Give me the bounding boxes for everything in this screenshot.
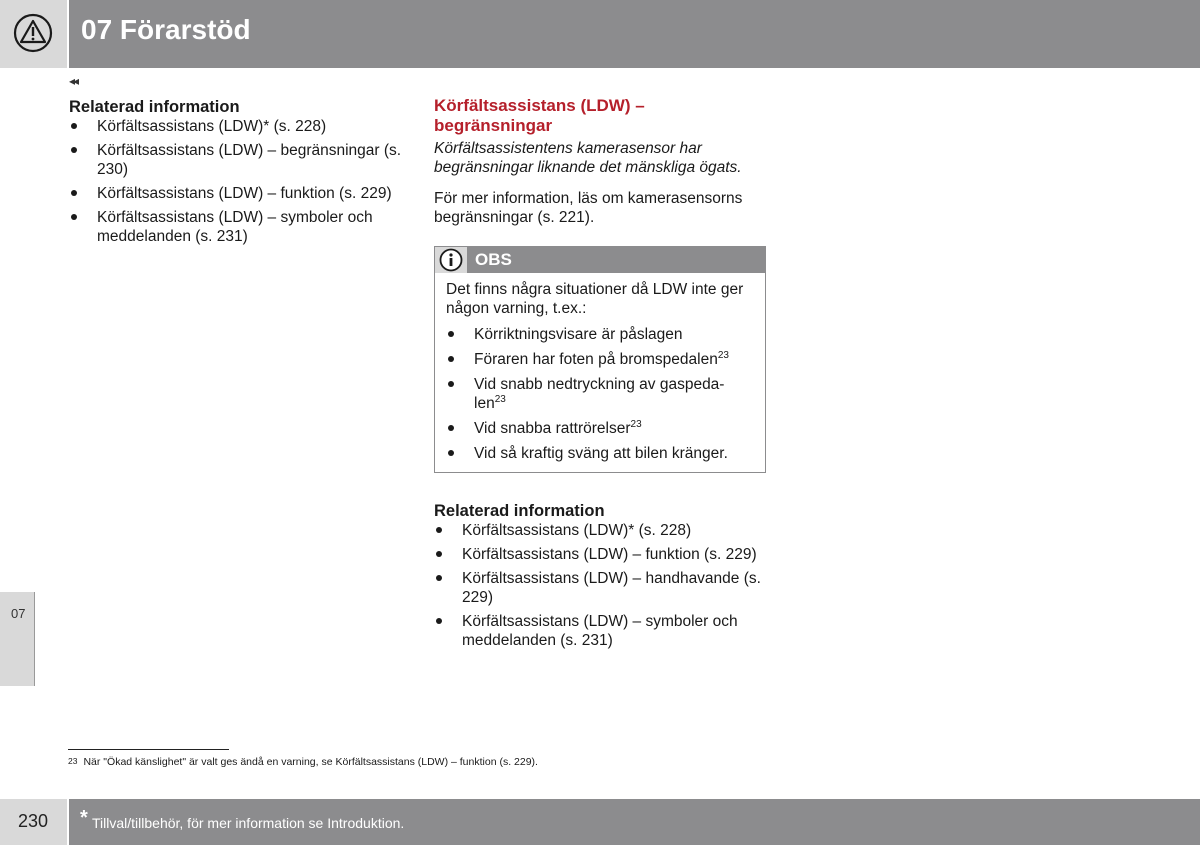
note-text: Det finns några situationer då LDW inte ger någon varning, t.ex.: (446, 281, 744, 317)
footer-text: Tillval/tillbehör, för mer information se Introduktion. (92, 815, 405, 831)
footnote-ref[interactable]: 23 (494, 393, 506, 405)
note-item: Vid snabba rattrörelser$^{23}$ (446, 419, 755, 438)
footnote-divider (68, 749, 229, 750)
related-list (434, 521, 766, 650)
back-navigation-icon[interactable]: ◂◂ (69, 74, 78, 88)
footnote-number: 23 (68, 756, 78, 766)
related-list (69, 117, 409, 246)
section-intro: Körfältsassistentens kamerasensor har begränsningar liknande det mänskliga ögats. (434, 140, 742, 176)
page-title: 07 Förarstöd (81, 14, 251, 45)
footnote-ref[interactable]: 23 (630, 418, 642, 430)
note-item: Vid snabb nedtryckning av gaspeda- len$^{23}$ (446, 375, 755, 413)
header-bar (69, 0, 1200, 68)
note-item: Vid så kraftig sväng att bilen kränger. (446, 444, 755, 463)
related-heading: Relaterad information (434, 502, 605, 520)
related-link[interactable]: Körfältsassistans (LDW)* (s. 228) (434, 521, 766, 540)
left-column (69, 97, 409, 251)
page-number: 230 (18, 811, 49, 831)
note-list (446, 325, 755, 463)
section-paragraph: För mer information, läs om kamerasensorns begränsningar (s. 221). (434, 190, 743, 226)
footnote-ref[interactable]: 23 (717, 349, 729, 361)
related-link[interactable]: Körfältsassistans (LDW) – funktion (s. 229) (69, 184, 409, 203)
related-link[interactable]: Körfältsassistans (LDW) – handhavande (s. 229) (434, 569, 766, 607)
related-link[interactable]: Körfältsassistans (LDW) – symboler och meddelanden (s. 231) (69, 208, 409, 246)
note-item: Föraren har foten på bromspedalen$^{23}$ (446, 350, 755, 369)
header-icon-box (0, 0, 67, 68)
footnote-text: När "Ökad känslighet" är valt ges ändå en varning, se Körfältsassistans (LDW) – funktion (s. 229). (83, 756, 538, 768)
related-heading: Relaterad information (69, 98, 240, 116)
related-link[interactable]: Körfältsassistans (LDW) – funktion (s. 229) (434, 545, 766, 564)
related-section (434, 501, 766, 650)
note-header (435, 247, 765, 273)
warning-icon (13, 13, 53, 53)
footer-bar (69, 799, 1200, 845)
note-item: Körriktningsvisare är påslagen (446, 325, 755, 344)
chapter-tab-label: 07 (11, 606, 26, 621)
info-icon (439, 248, 463, 272)
page-number-box (0, 799, 67, 845)
note-box (434, 246, 766, 473)
section-column (434, 96, 766, 655)
chapter-tab[interactable] (0, 592, 35, 686)
footnote (68, 756, 538, 768)
note-body (435, 273, 765, 472)
related-link[interactable]: Körfältsassistans (LDW)* (s. 228) (69, 117, 409, 136)
asterisk-icon: * (80, 807, 88, 829)
note-label: OBS (475, 250, 512, 269)
section-title: Körfältsassistans (LDW) – begränsningar (434, 96, 645, 135)
note-icon-wrap (435, 247, 467, 273)
related-link[interactable]: Körfältsassistans (LDW) – symboler och meddelanden (s. 231) (434, 612, 766, 650)
related-link[interactable]: Körfältsassistans (LDW) – begränsningar (s. 230) (69, 141, 409, 179)
